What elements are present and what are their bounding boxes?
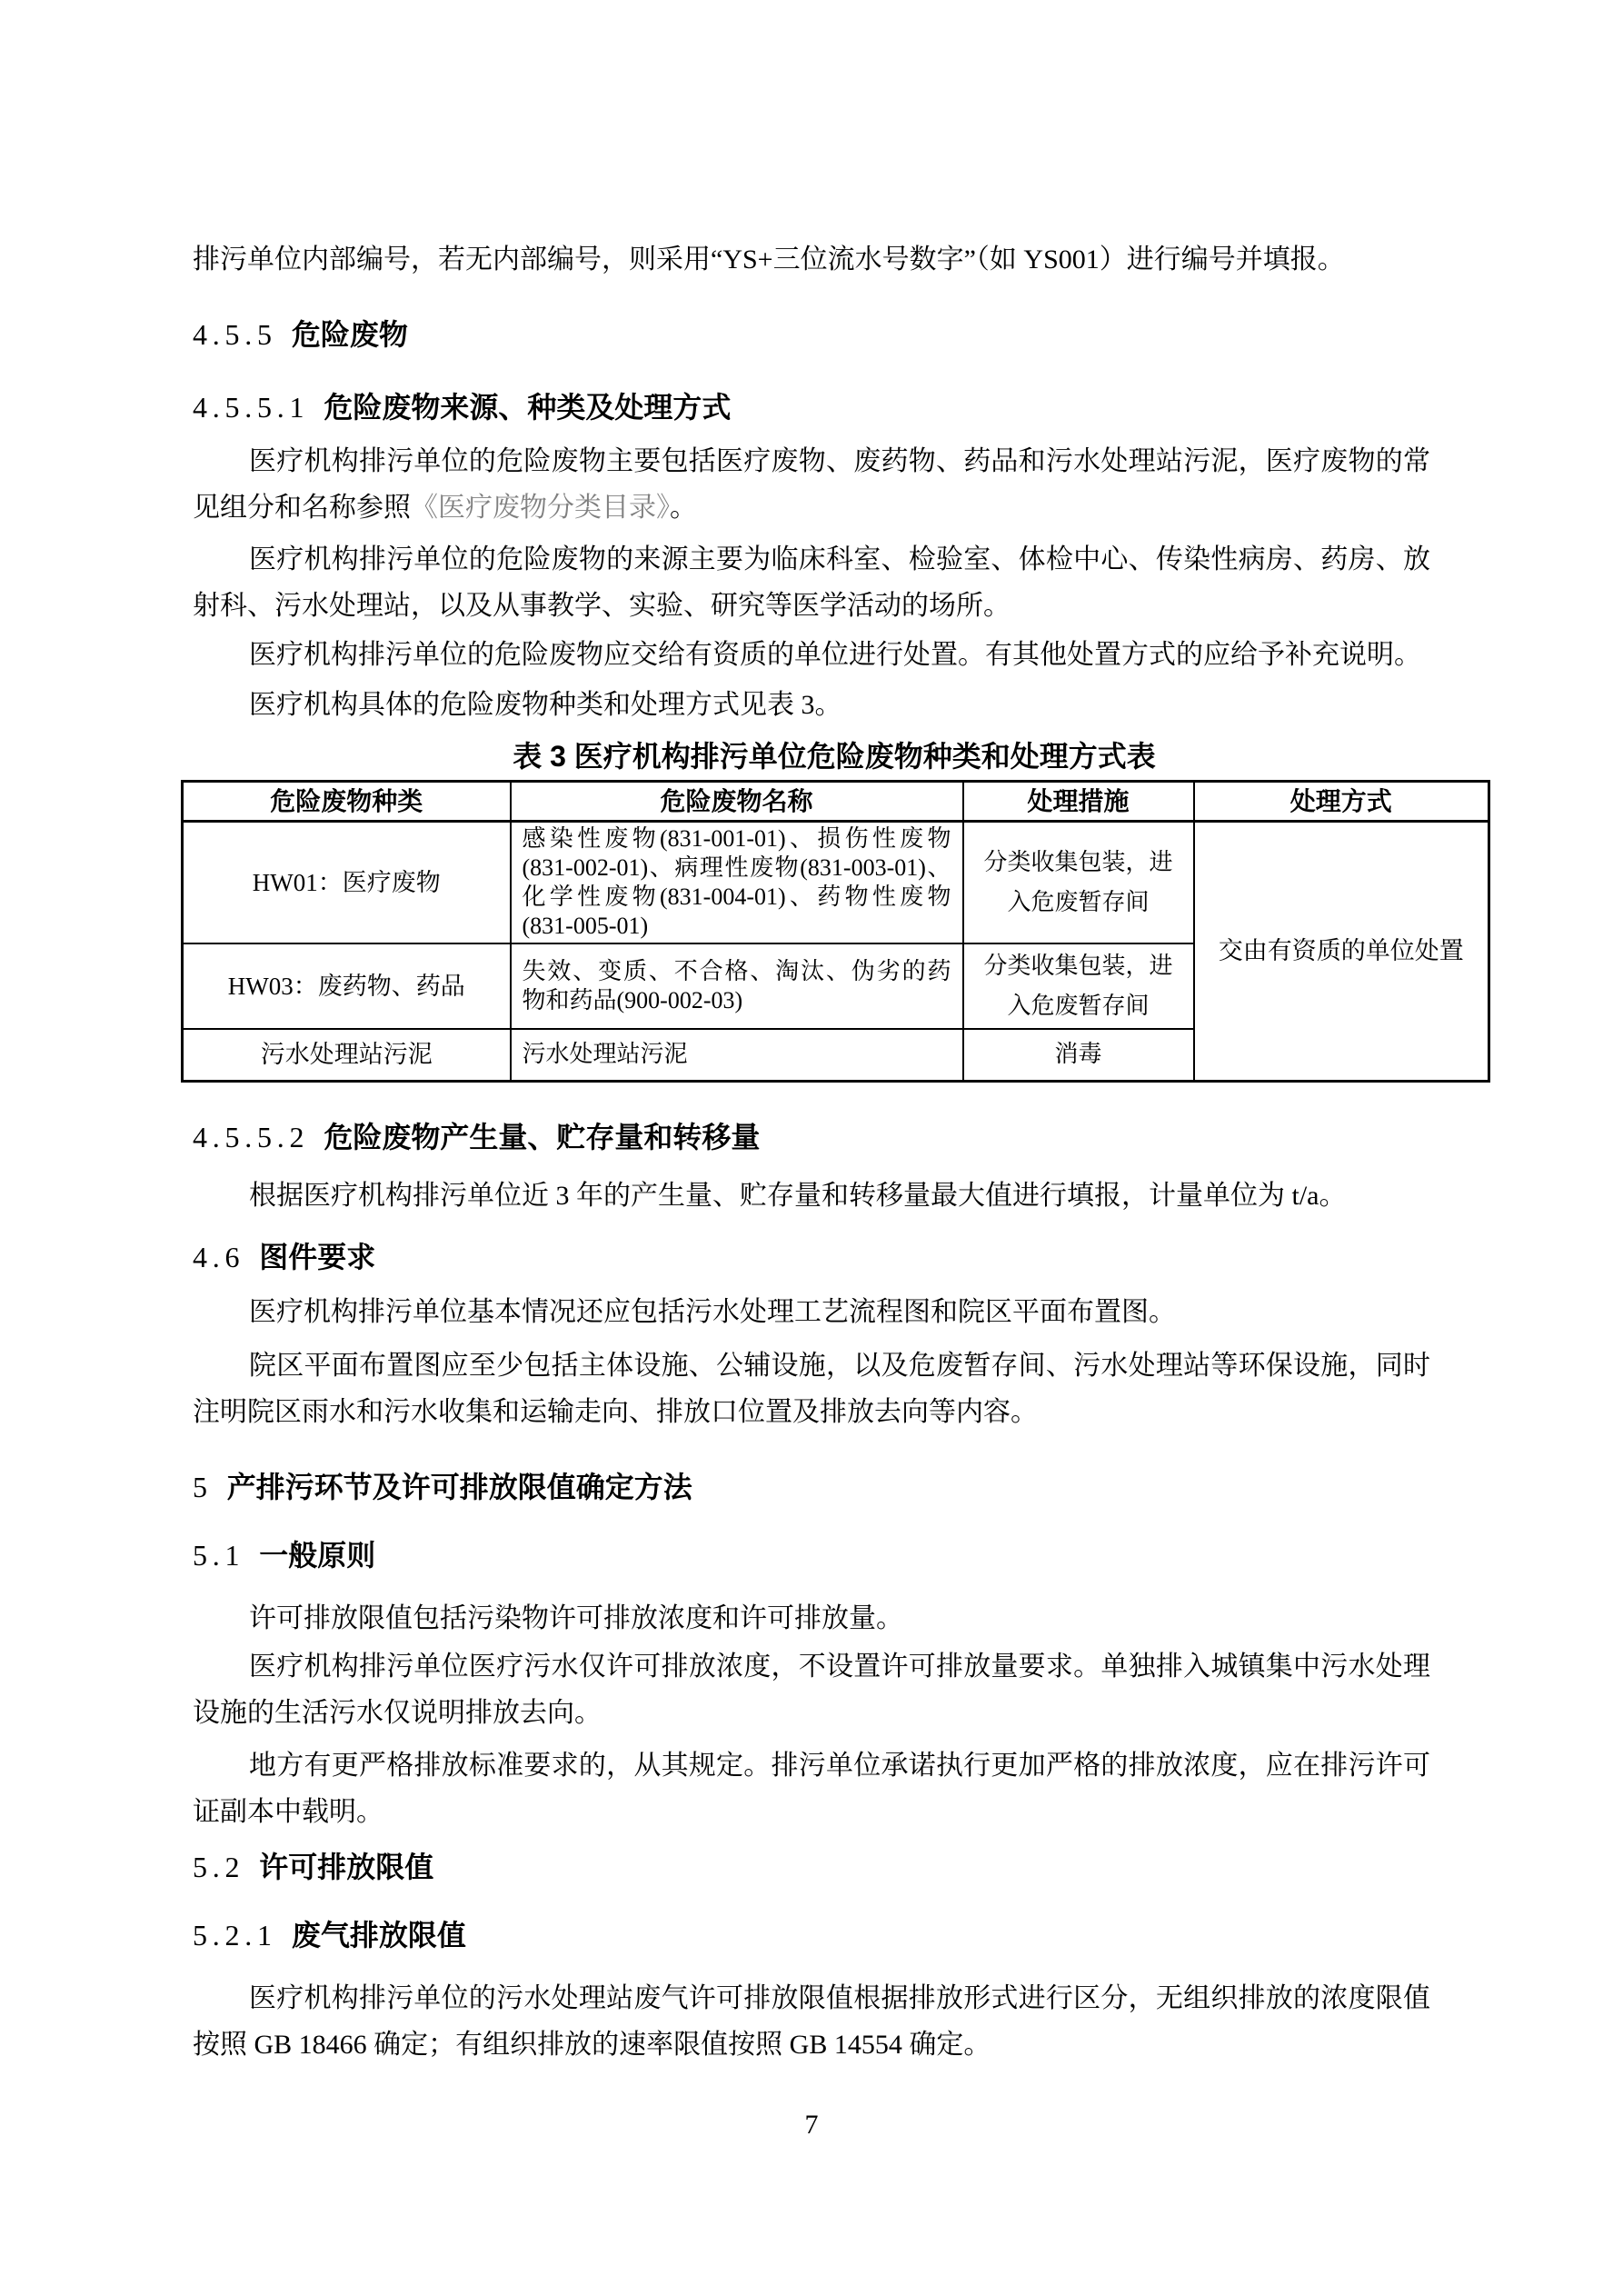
text-line: 化学性废物(831-004-01)、药物性废物 (522, 883, 951, 910)
table-header-row (183, 782, 1489, 822)
table-3-caption: 表 3 医疗机构排污单位危险废物种类和处理方式表 (513, 740, 1156, 773)
heading-number: 5.1 (193, 1539, 245, 1572)
text-line: 院区平面布置图应至少包括主体设施、公辅设施，以及危废暂存间、污水处理站等环保设施，同时 (249, 1351, 1430, 1381)
heading-number: 5.2 (193, 1851, 245, 1883)
text-line: 入危废暂存间 (1007, 993, 1150, 1019)
hazardous-waste-table (181, 780, 1490, 1083)
text-line: 失效、变质、不合格、淘汰、伪劣的药 (522, 958, 951, 984)
paragraph-general-principle-1 (193, 1595, 1430, 1642)
text-line: 设施的生活污水仅说明排放去向。 (193, 1698, 602, 1728)
heading-number: 4.5.5 (193, 318, 277, 351)
cell-category-sludge: 污水处理站污泥 (183, 1029, 511, 1081)
text-line: 物和药品(900-002-03) (522, 987, 743, 1013)
cell-category-hw03: HW03：废药物、药品 (183, 943, 511, 1029)
text-line (193, 484, 1430, 531)
paragraph-numbering-note (193, 236, 1430, 283)
heading-number: 4.5.5.2 (193, 1121, 310, 1153)
text-segment: 。 (670, 493, 697, 523)
heading-title: 危险废物 (291, 318, 408, 351)
text-line: (831-002-01)、病理性废物(831-003-01)、 (522, 854, 951, 881)
heading-number: 4.5.5.1 (193, 391, 310, 424)
heading-title: 危险废物产生量、贮存量和转移量 (324, 1121, 761, 1153)
paragraph-hazwaste-table-ref (193, 682, 1430, 728)
cell-names-sludge (511, 1029, 963, 1081)
heading-title: 废气排放限值 (291, 1919, 466, 1952)
text-line: 医疗机构排污单位的危险废物应交给有资质的单位进行处置。有其他处置方式的应给予补充说明。 (249, 640, 1421, 670)
heading-number: 4.6 (193, 1241, 245, 1273)
heading-5-2 (193, 1845, 1430, 1889)
text-line: 入危废暂存间 (1007, 889, 1150, 915)
text-line: 医疗机构排污单位的污水处理站废气许可排放限值根据排放形式进行区分，无组织排放的浓度限值 (249, 1983, 1430, 2013)
medical-waste-catalog-reference: 《医疗废物分类目录》 (411, 493, 670, 523)
heading-title: 产排污环节及许可排放限值确定方法 (226, 1471, 692, 1503)
text-line: 证副本中载明。 (193, 1797, 383, 1827)
heading-number: 5 (193, 1471, 213, 1503)
paragraph-drawing-req-1 (193, 1289, 1430, 1335)
text-line: 排污单位内部编号，若无内部编号，则采用“YS+三位流水号数字”（如 YS001）进行编号并填报。 (193, 245, 1345, 275)
col-header-treatment-measure: 处理措施 (963, 782, 1194, 822)
paragraph-hazwaste-amounts (193, 1173, 1430, 1219)
text-line: 消毒 (1054, 1041, 1102, 1068)
paragraph-general-principle-2 (193, 1643, 1430, 1736)
heading-5-2-1 (193, 1913, 1430, 1957)
col-header-waste-name: 危险废物名称 (511, 782, 963, 822)
text-line: 医疗机构排污单位基本情况还应包括污水处理工艺流程图和院区平面布置图。 (249, 1297, 1176, 1327)
paragraph-drawing-req-2 (193, 1343, 1430, 1435)
heading-title: 图件要求 (259, 1241, 376, 1273)
text-line: 按照 GB 18466 确定；有组织排放的速率限值按照 GB 14554 确定。 (193, 2030, 991, 2060)
text-segment: 见组分和名称参照 (193, 493, 411, 523)
cell-category-hw01: HW01：医疗废物 (183, 822, 511, 944)
heading-4-5-5 (193, 313, 1430, 356)
text-line: 根据医疗机构排污单位近 3 年的产生量、贮存量和转移量最大值进行填报，计量单位为 t/a。 (249, 1181, 1347, 1211)
text-line: 分类收集包装，进 (983, 953, 1173, 979)
paragraph-general-principle-3 (193, 1742, 1430, 1835)
text-line: 许可排放限值包括污染物许可排放浓度和许可排放量。 (249, 1603, 903, 1633)
heading-4-5-5-2 (193, 1115, 1430, 1159)
heading-title: 许可排放限值 (259, 1851, 434, 1883)
text-line: 医疗机构排污单位的危险废物主要包括医疗废物、废药物、药品和污水处理站污泥，医疗废物的常 (249, 446, 1430, 476)
cell-disposal-merged: 交由有资质的单位处置 (1194, 822, 1489, 1082)
heading-title: 危险废物来源、种类及处理方式 (324, 391, 732, 424)
paragraph-hazwaste-overview (193, 438, 1430, 531)
heading-5-1 (193, 1533, 1430, 1577)
page-number: 7 (804, 2110, 819, 2140)
table-row-hw01 (183, 822, 1489, 944)
text-line: 医疗机构排污单位的危险废物的来源主要为临床科室、检验室、体检中心、传染性病房、药房、放 (249, 544, 1430, 574)
heading-5 (193, 1465, 1430, 1509)
cell-names-hw01 (511, 822, 963, 944)
heading-title: 一般原则 (259, 1539, 376, 1572)
text-line: 医疗机构排污单位医疗污水仅许可排放浓度，不设置许可排放量要求。单独排入城镇集中污水处理 (249, 1652, 1430, 1682)
text-line: 医疗机构具体的危险废物种类和处理方式见表 3。 (249, 690, 842, 720)
heading-number: 5.2.1 (193, 1919, 277, 1952)
heading-4-6 (193, 1235, 1430, 1279)
col-header-waste-category: 危险废物种类 (183, 782, 511, 822)
paragraph-hazwaste-sources (193, 536, 1430, 629)
text-line: 地方有更严格排放标准要求的，从其规定。排污单位承诺执行更加严格的排放浓度，应在排污许可 (249, 1751, 1430, 1781)
cell-names-hw03 (511, 943, 963, 1029)
paragraph-hazwaste-disposal (193, 632, 1430, 678)
col-header-treatment-method: 处理方式 (1194, 782, 1489, 822)
text-line: 污水处理站污泥 (522, 1041, 688, 1068)
text-line: 感染性废物(831-001-01)、损伤性废物 (522, 825, 951, 852)
text-line: 射科、污水处理站，以及从事教学、实验、研究等医学活动的场所。 (193, 591, 1011, 621)
text-line: 分类收集包装，进 (983, 849, 1173, 875)
cell-measure-sludge (963, 1029, 1194, 1081)
paragraph-gas-limit-body (193, 1975, 1430, 2068)
heading-4-5-5-1 (193, 385, 1430, 429)
text-line: 注明院区雨水和污水收集和运输走向、排放口位置及排放去向等内容。 (193, 1397, 1038, 1427)
cell-measure-hw01 (963, 822, 1194, 944)
cell-measure-hw03 (963, 943, 1194, 1029)
text-line: (831-005-01) (522, 913, 649, 939)
